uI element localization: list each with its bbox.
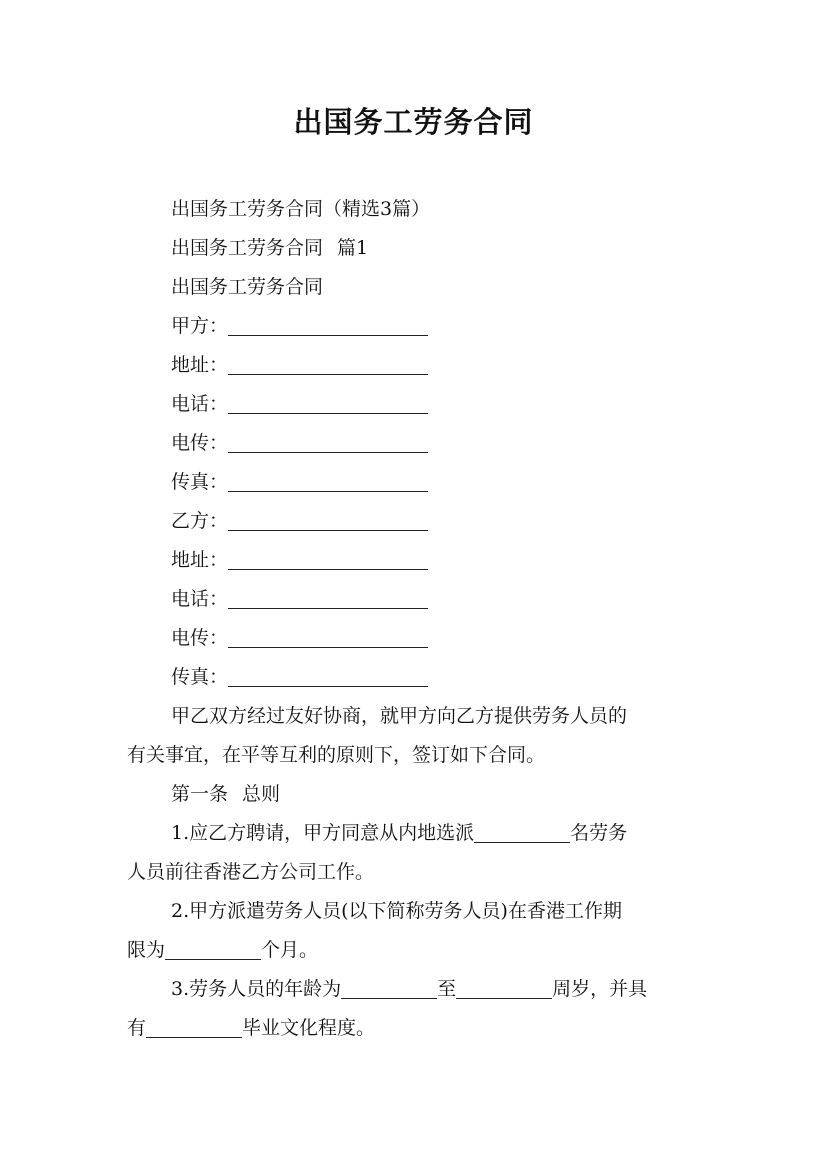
clause-text: 限为 — [127, 939, 166, 961]
party-b-name-field — [127, 502, 707, 541]
blank-line — [456, 978, 552, 999]
intro-line: 出国务工劳务合同（精选3篇） — [171, 198, 431, 220]
field-label: 电话： — [171, 393, 229, 415]
party-b-fax-field — [127, 658, 707, 697]
blank-line — [228, 549, 428, 570]
clause-3 — [127, 970, 707, 1009]
blank-line — [474, 822, 570, 843]
party-a-telex-field — [127, 424, 707, 463]
clause-text: 1.应乙方聘请，甲方同意从内地选派 — [171, 822, 475, 844]
document-title: 出国务工劳务合同 — [293, 105, 534, 139]
field-label: 甲方： — [171, 315, 229, 337]
blank-line — [228, 393, 428, 414]
clause-text: 个月。 — [261, 939, 319, 961]
blank-line — [228, 666, 428, 687]
clause-1-continued: 人员前往香港乙方公司工作。 — [127, 861, 375, 883]
part-label: 篇1 — [337, 237, 369, 259]
preamble-line: 甲乙双方经过友好协商，就甲方向乙方提供劳务人员的 — [171, 705, 628, 727]
clause-text: 名劳务 — [570, 822, 628, 844]
clause-text: 有 — [127, 1017, 147, 1039]
party-a-phone-field — [127, 385, 707, 424]
part-title: 出国务工劳务合同 — [171, 237, 324, 259]
blank-line — [146, 1017, 242, 1038]
party-b-address-field — [127, 541, 707, 580]
party-a-name-field — [127, 307, 707, 346]
blank-line — [228, 315, 428, 336]
field-label: 传真： — [171, 471, 229, 493]
blank-line — [228, 471, 428, 492]
clause-text: 3.劳务人员的年龄为 — [171, 978, 342, 1000]
article-title: 总则 — [242, 783, 281, 805]
field-label: 电传： — [171, 432, 229, 454]
field-label: 地址： — [171, 354, 229, 376]
blank-line — [228, 588, 428, 609]
clause-text: 周岁，并具 — [552, 978, 648, 1000]
preamble-line: 有关事宜，在平等互利的原则下，签订如下合同。 — [127, 744, 546, 766]
party-b-phone-field — [127, 580, 707, 619]
clause-3-continued — [127, 1009, 707, 1048]
clause-text: 毕业文化程度。 — [242, 1017, 376, 1039]
article-number: 第一条 — [171, 783, 229, 805]
field-label: 地址： — [171, 549, 229, 571]
field-label: 传真： — [171, 666, 229, 688]
document-body — [127, 190, 707, 1048]
field-label: 电传： — [171, 627, 229, 649]
party-a-address-field — [127, 346, 707, 385]
blank-line — [228, 510, 428, 531]
part-heading — [127, 229, 707, 268]
clause-text: 至 — [437, 978, 457, 1000]
party-b-telex-field — [127, 619, 707, 658]
clause-2: 2.甲方派遣劳务人员(以下简称劳务人员)在香港工作期 — [171, 900, 622, 922]
clause-2-continued — [127, 931, 707, 970]
blank-line — [228, 627, 428, 648]
blank-line — [228, 354, 428, 375]
article-heading — [127, 775, 707, 814]
blank-line — [165, 939, 261, 960]
field-label: 乙方： — [171, 510, 229, 532]
blank-line — [228, 432, 428, 453]
clause-1 — [127, 814, 707, 853]
field-label: 电话： — [171, 588, 229, 610]
blank-line — [341, 978, 437, 999]
party-a-fax-field — [127, 463, 707, 502]
contract-subtitle: 出国务工劳务合同 — [171, 276, 324, 298]
